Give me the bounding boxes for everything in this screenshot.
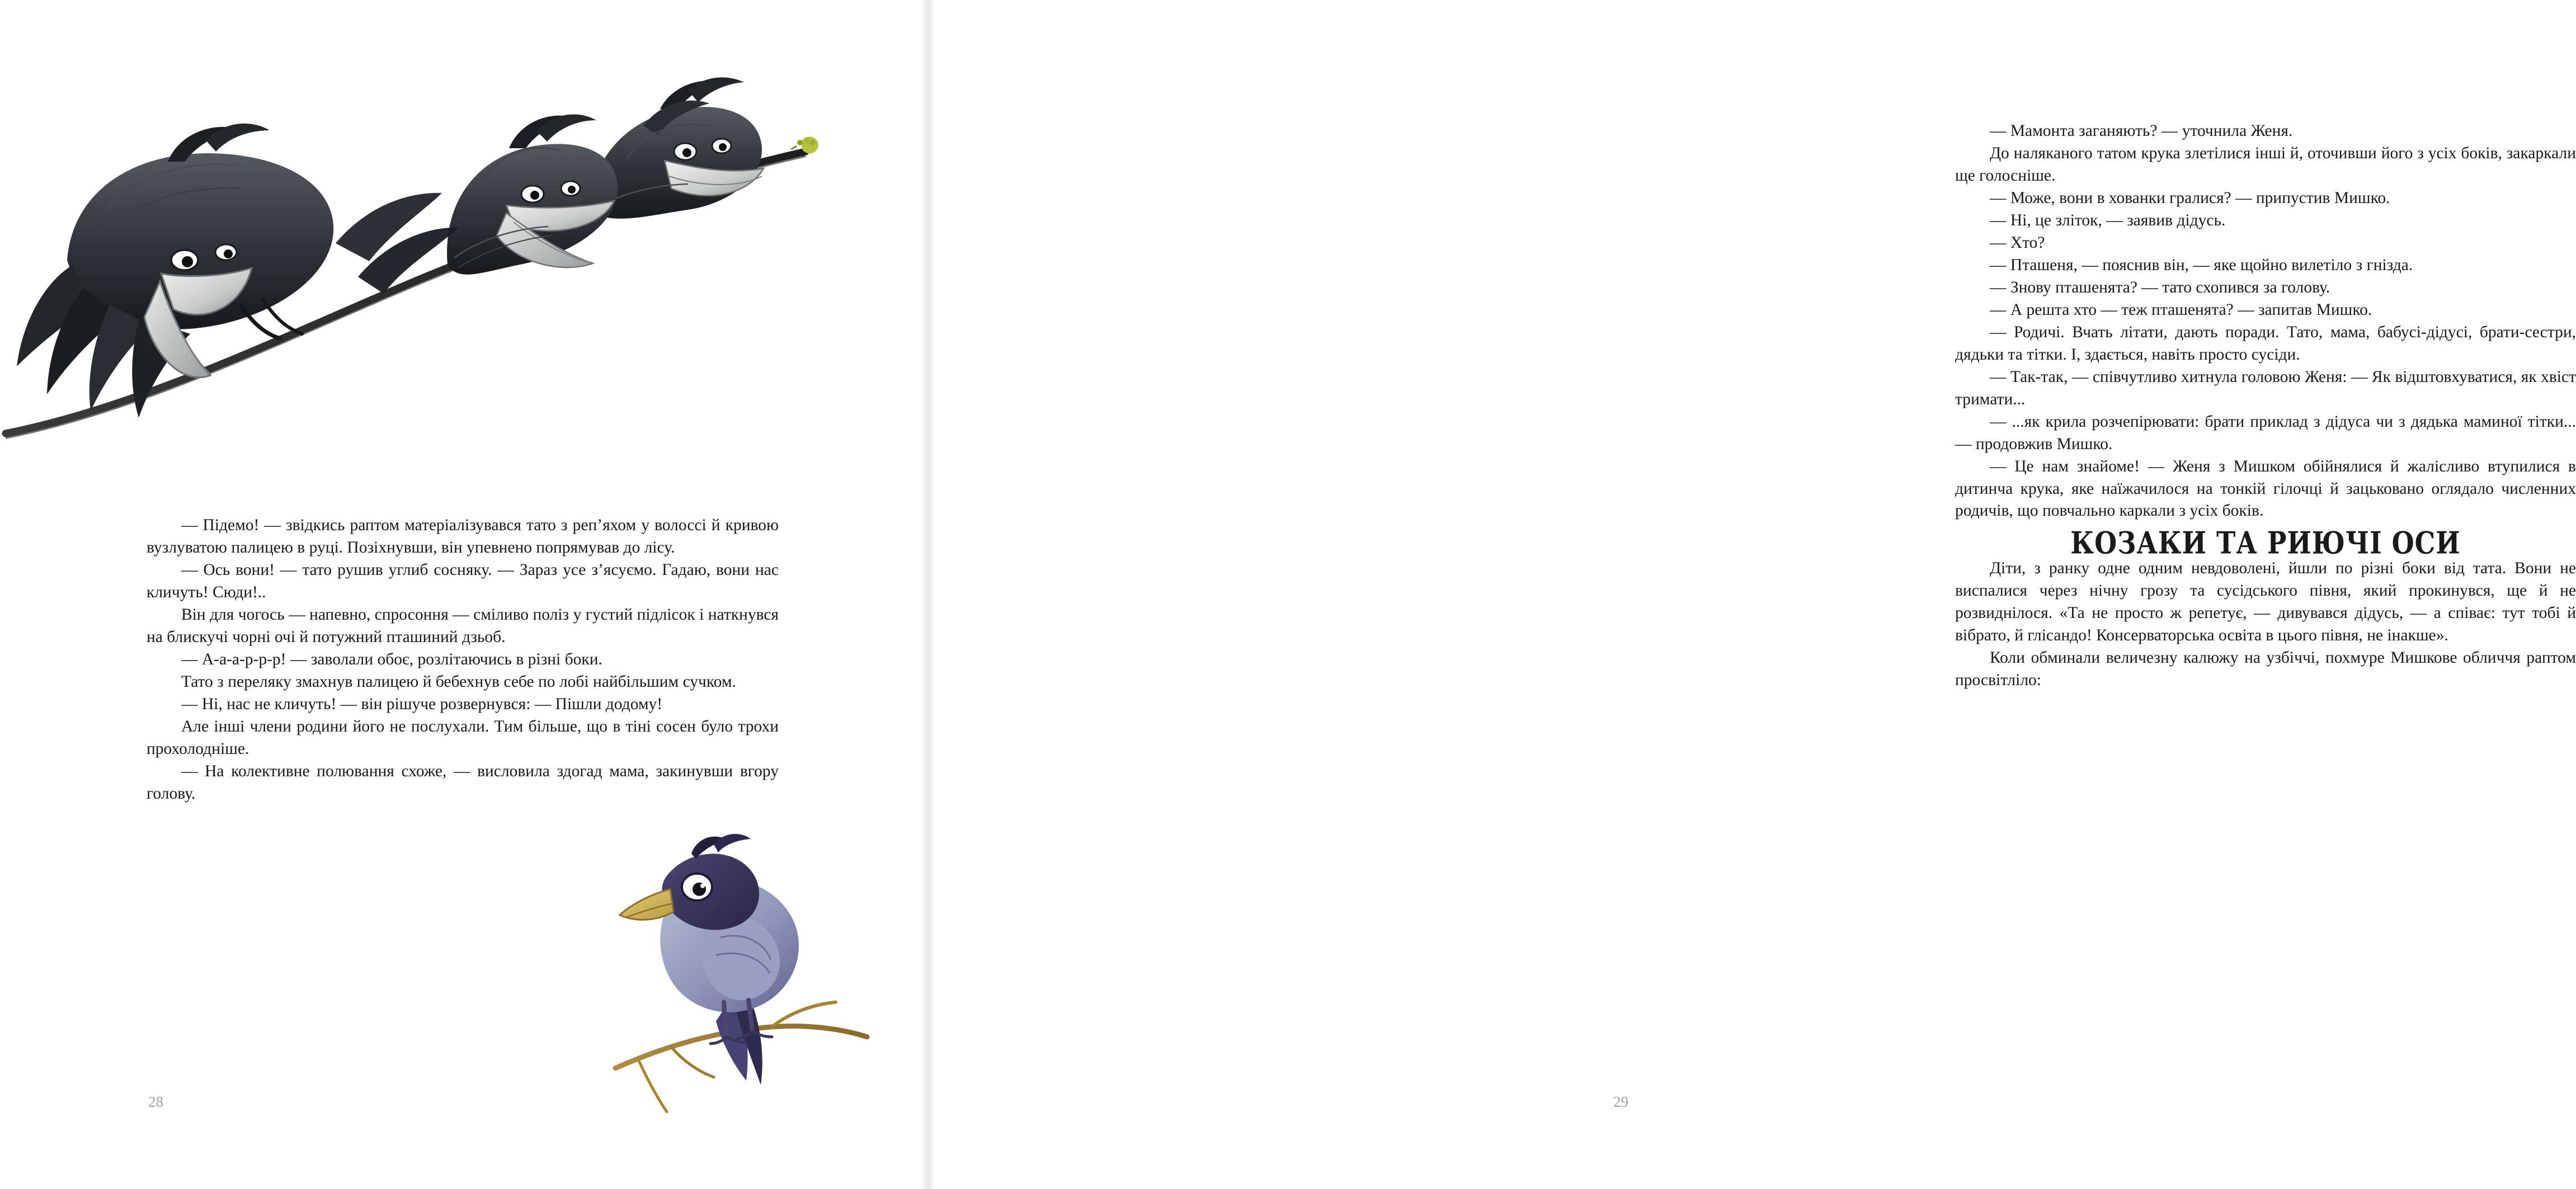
paragraph: — Пташеня, — пояснив він, — яке щойно вилетіло з гнізда.	[1989, 256, 2413, 274]
left-page-body-text	[147, 515, 779, 805]
paragraph: — Ні, нас не кличуть! — він рішуче розвернувся: — Пішли додому!	[181, 695, 663, 713]
paragraph: — Ні, це зліток, — заявив дідусь.	[1989, 211, 2226, 229]
paragraph: — А решта хто — теж пташенята? — запитав Мишко.	[1989, 300, 2372, 319]
paragraph: Тато з переляку змахнув палицею й бебехнув себе по лобі найбільшим сучком.	[181, 672, 736, 691]
paragraph: — Знову пташенята? — тато схопився за голову.	[1989, 278, 2330, 296]
paragraph: — Підемо! — звідкись раптом матеріалізувався тато з реп’яхом у волоссі й кривою вузлуватою палицею в руці. Позіхнувши, він упевнено попрямував до лісу.	[147, 516, 779, 556]
paragraph: — Може, вони в хованки гралися? — припустив Мишко.	[1989, 188, 2390, 207]
paragraph: — А-а-а-р-р-р! — заволали обоє, розлітаючись в різні боки.	[181, 650, 602, 668]
ravens-on-branch-illustration	[0, 42, 856, 506]
paragraph: Він для чогось — напевно, спросоння — сміливо поліз у густий підлісок і наткнувся на блискучі чорні очі й потужний пташиний дзьоб.	[147, 605, 779, 646]
fledgling-raven-illustration	[604, 805, 895, 1119]
right-page	[926, 0, 2576, 1189]
paragraph: — Родичі. Вчать літати, дають поради. Тато, мама, бабусі-дідусі, брати-сестри, дядьки та тітки. І, здається, навіть просто сусіди.	[1955, 323, 2576, 364]
paragraph: — Ось вони! — тато рушив углиб сосняку. — Зараз усе з’ясуємо. Гадаю, вони нас кличуть! Сюди!..	[147, 560, 779, 601]
paragraph: — Це нам знайоме! — Женя з Мишком обійнялися й жалісливо втупилися в дитинча крука, яке наїжачилося на тонкій гілочці й зацьковано оглядало численних родичів, що повчально каркали з усіх боків.	[1955, 457, 2576, 520]
paragraph: — Мамонта заганяють? — уточнила Женя.	[1989, 122, 2293, 140]
right-page-body-text	[1955, 120, 2576, 692]
paragraph: — На колективне полювання схоже, — висловила здогад мама, закинувши вгору голову.	[147, 762, 779, 803]
paragraph: — Так-так, — співчутливо хитнула головою Женя: — Як відштовхуватися, як хвіст тримати...	[1955, 367, 2576, 408]
paragraph: Діти, з ранку одне одним невдоволені, йшли по різні боки від тата. Вони не виспалися через нічну грозу та сусідського півня, який прокинувся, ще й не розвиднілося. «Та не просто ж репетує, — дивувався дідусь, — а співає: тут тобі й вібрато, й глісандо! Консерваторська освіта в цього півня, не інакше».	[1955, 559, 2576, 644]
chapter-title: КОЗАКИ ТА РИЮЧІ ОСИ	[2070, 525, 2461, 561]
paragraph: — ...як крила розчепірювати: брати приклад з дідуса чи з дядька маминої тітки... — продовжив Мишко.	[1955, 412, 2576, 453]
left-page	[0, 0, 926, 1189]
page-number-left: 28	[148, 1093, 163, 1110]
paragraph: — Хто?	[1989, 233, 2045, 252]
paragraph: Коли обминали величезну калюжу на узбіччі, похмуре Мишкове обличчя раптом просвітліло:	[1955, 648, 2576, 689]
paragraph: Але інші члени родини його не послухали. Тим більше, що в тіні сосен було трохи прохолодніше.	[147, 717, 779, 758]
paragraph: До наляканого татом крука злетілися інші й, оточивши його з усіх боків, закаркали ще голосніше.	[1955, 144, 2576, 185]
page-number-right: 29	[1613, 1093, 1628, 1110]
caterpillar-icon	[791, 136, 818, 153]
